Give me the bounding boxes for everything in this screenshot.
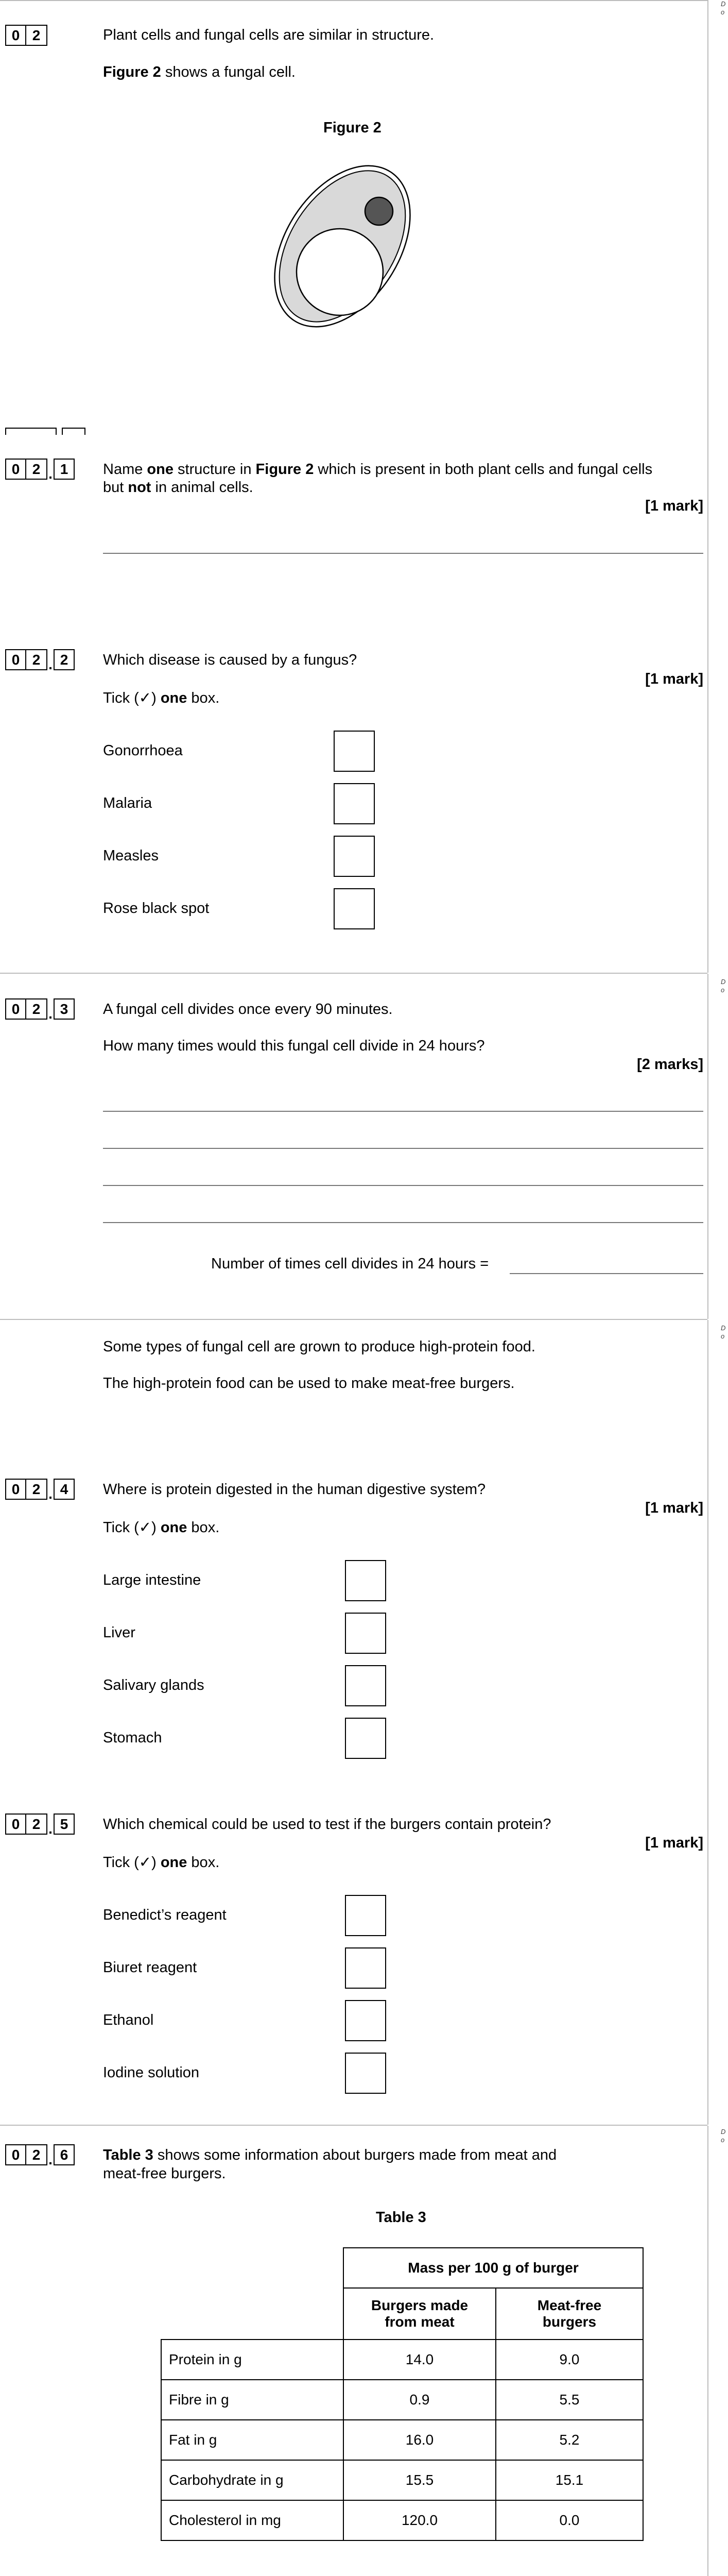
qnum-digit: 0 bbox=[5, 649, 26, 670]
q022-marks: [1 mark] bbox=[645, 671, 703, 687]
q025-option-label: Iodine solution bbox=[103, 2064, 200, 2081]
q024-tickbox-stomach[interactable] bbox=[345, 1718, 386, 1759]
q023-answer-line[interactable] bbox=[510, 1273, 703, 1274]
margin-note-3: D o bbox=[721, 1324, 726, 1340]
q023-working-line-4[interactable] bbox=[103, 1222, 703, 1223]
cell-meat: 0.9 bbox=[343, 2380, 496, 2420]
question-number-02-3 bbox=[5, 998, 75, 1020]
cell-meat: 120.0 bbox=[343, 2500, 496, 2540]
qnum-dot: . bbox=[48, 1821, 53, 1837]
q025-option-label: Benedict’s reagent bbox=[103, 1907, 227, 1923]
margin-rule-4 bbox=[707, 2126, 708, 2576]
q026-intro-line1: Table 3 shows some information about burgers made from meat and bbox=[103, 2147, 557, 2163]
qnum-digit: 3 bbox=[54, 998, 75, 1020]
context-line2: The high-protein food can be used to make meat-free burgers. bbox=[103, 1375, 515, 1392]
cell-meat-free: 15.1 bbox=[496, 2460, 643, 2500]
table-row bbox=[161, 2500, 643, 2540]
question-number-02-2 bbox=[5, 649, 75, 670]
qnum-digit: 2 bbox=[26, 1479, 47, 1500]
q024-option-label: Salivary glands bbox=[103, 1677, 204, 1693]
cell-meat-free: 0.0 bbox=[496, 2500, 643, 2540]
table-row bbox=[161, 2340, 643, 2380]
q024-option-label: Stomach bbox=[103, 1730, 162, 1746]
cell-meat-free: 5.2 bbox=[496, 2420, 643, 2460]
q024-marks: [1 mark] bbox=[645, 1500, 703, 1516]
q022-tickbox-measles[interactable] bbox=[334, 836, 375, 877]
q022-tickbox-gonorrhoea[interactable] bbox=[334, 731, 375, 772]
question-number-02-5 bbox=[5, 1814, 75, 1835]
q021-marks: [1 mark] bbox=[645, 498, 703, 514]
q024-option-label: Large intestine bbox=[103, 1572, 201, 1588]
qnum-digit: 0 bbox=[5, 459, 26, 480]
row-label: Carbohydrate in g bbox=[161, 2460, 343, 2500]
qnum-digit: 2 bbox=[26, 649, 47, 670]
margin-rule-2 bbox=[707, 974, 708, 1319]
qnum-digit: 2 bbox=[26, 1814, 47, 1835]
q024-tick-instruction: Tick (✓) one box. bbox=[103, 1519, 220, 1536]
q023-working-line-1[interactable] bbox=[103, 1111, 703, 1112]
table-group-header: Mass per 100 g of burger bbox=[343, 2248, 643, 2288]
qnum-dot: . bbox=[48, 1486, 53, 1502]
row-label: Fibre in g bbox=[161, 2380, 343, 2420]
fungal-cell-figure bbox=[273, 148, 412, 344]
page-divider bbox=[0, 973, 707, 974]
qnum-digit: 2 bbox=[26, 25, 47, 46]
page-divider bbox=[0, 1319, 707, 1320]
figure-ref-bold: Figure 2 bbox=[103, 64, 161, 80]
question-number-02-4 bbox=[5, 1479, 75, 1500]
q024-tickbox-salivary-glands[interactable] bbox=[345, 1665, 386, 1706]
q021-answer-line[interactable] bbox=[103, 553, 703, 554]
q025-tickbox-benedicts-reagent[interactable] bbox=[345, 1895, 386, 1936]
qnum-dot: . bbox=[48, 1006, 53, 1022]
q023-question: How many times would this fungal cell divide in 24 hours? bbox=[103, 1038, 485, 1054]
q023-working-line-2[interactable] bbox=[103, 1148, 703, 1149]
figure-2-title: Figure 2 bbox=[323, 120, 382, 136]
q025-option-label: Biuret reagent bbox=[103, 1959, 197, 1976]
qnum-digit: 0 bbox=[5, 25, 26, 46]
q023-working-line-3[interactable] bbox=[103, 1185, 703, 1186]
q024-option-label: Liver bbox=[103, 1624, 135, 1641]
qnum-digit: 1 bbox=[54, 459, 75, 480]
col-header-meat: Burgers made from meat bbox=[343, 2288, 496, 2340]
q025-marks: [1 mark] bbox=[645, 1835, 703, 1851]
vacuole bbox=[297, 229, 383, 315]
qnum-digit: 0 bbox=[5, 1814, 26, 1835]
q021-line2: but not in animal cells. bbox=[103, 479, 253, 496]
q02-intro: Plant cells and fungal cells are similar in structure. bbox=[103, 27, 435, 43]
qnum-digit: 2 bbox=[54, 649, 75, 670]
q024-tickbox-liver[interactable] bbox=[345, 1613, 386, 1654]
qnum-digit: 2 bbox=[26, 998, 47, 1020]
page-divider bbox=[0, 2125, 707, 2126]
question-number-02-1 bbox=[5, 459, 75, 480]
nucleus bbox=[365, 197, 393, 225]
margin-rule-1 bbox=[707, 0, 708, 973]
row-label: Cholesterol in mg bbox=[161, 2500, 343, 2540]
qnum-dot: . bbox=[48, 656, 53, 672]
table-row bbox=[161, 2420, 643, 2460]
table-row bbox=[161, 2460, 643, 2500]
q023-marks: [2 marks] bbox=[637, 1056, 703, 1073]
q022-tick-instruction: Tick (✓) one box. bbox=[103, 690, 220, 706]
context-line1: Some types of fungal cell are grown to produce high-protein food. bbox=[103, 1338, 535, 1355]
q025-question: Which chemical could be used to test if the burgers contain protein? bbox=[103, 1816, 551, 1833]
answer-box-stub bbox=[5, 428, 57, 435]
qnum-dot: . bbox=[48, 2151, 53, 2167]
col-header-meat-free: Meat-free burgers bbox=[496, 2288, 643, 2340]
table-corner bbox=[161, 2248, 343, 2288]
q023-answer-label: Number of times cell divides in 24 hours = bbox=[211, 1256, 489, 1272]
page-divider-top bbox=[0, 0, 707, 1]
cell-meat-free: 5.5 bbox=[496, 2380, 643, 2420]
q021-line1: Name one structure in Figure 2 which is present in both plant cells and fungal cells bbox=[103, 461, 653, 478]
answer-box-stub bbox=[62, 428, 85, 435]
q025-tickbox-ethanol[interactable] bbox=[345, 2000, 386, 2041]
margin-note-2: D o bbox=[721, 978, 726, 994]
row-label: Fat in g bbox=[161, 2420, 343, 2460]
table-3 bbox=[161, 2247, 644, 2541]
q022-option-label: Malaria bbox=[103, 795, 152, 811]
q025-tick-instruction: Tick (✓) one box. bbox=[103, 1854, 220, 1871]
q025-tickbox-iodine-solution[interactable] bbox=[345, 2053, 386, 2094]
qnum-digit: 5 bbox=[54, 1814, 75, 1835]
row-label: Protein in g bbox=[161, 2340, 343, 2380]
qnum-dot: . bbox=[48, 466, 53, 482]
q024-question: Where is protein digested in the human digestive system? bbox=[103, 1481, 486, 1498]
q023-line1: A fungal cell divides once every 90 minutes. bbox=[103, 1001, 393, 1018]
q024-tickbox-large-intestine[interactable] bbox=[345, 1560, 386, 1601]
qnum-digit: 2 bbox=[26, 2144, 47, 2165]
q022-option-label: Measles bbox=[103, 848, 159, 864]
table-corner bbox=[161, 2288, 343, 2340]
q022-option-label: Gonorrhoea bbox=[103, 742, 183, 759]
figure-ref-rest: shows a fungal cell. bbox=[161, 64, 296, 80]
q022-tickbox-malaria[interactable] bbox=[334, 783, 375, 824]
qnum-digit: 2 bbox=[26, 459, 47, 480]
q025-option-label: Ethanol bbox=[103, 2012, 154, 2028]
question-number-02 bbox=[5, 25, 47, 46]
q025-tickbox-biuret-reagent[interactable] bbox=[345, 1947, 386, 1989]
qnum-digit: 4 bbox=[54, 1479, 75, 1500]
qnum-digit: 0 bbox=[5, 1479, 26, 1500]
margin-note-4: D o bbox=[721, 2128, 726, 2144]
q022-question: Which disease is caused by a fungus? bbox=[103, 652, 357, 668]
margin-rule-3 bbox=[707, 1320, 708, 2125]
margin-note-1: D o bbox=[721, 0, 726, 16]
qnum-digit: 6 bbox=[54, 2144, 75, 2165]
cell-meat: 16.0 bbox=[343, 2420, 496, 2460]
table-row bbox=[161, 2380, 643, 2420]
qnum-digit: 0 bbox=[5, 2144, 26, 2165]
qnum-digit: 0 bbox=[5, 998, 26, 1020]
question-number-02-6 bbox=[5, 2144, 75, 2165]
cell-meat: 14.0 bbox=[343, 2340, 496, 2380]
cell-meat: 15.5 bbox=[343, 2460, 496, 2500]
q02-figure-ref bbox=[103, 64, 296, 81]
cell-meat-free: 9.0 bbox=[496, 2340, 643, 2380]
table-3-title: Table 3 bbox=[376, 2209, 426, 2226]
q022-option-label: Rose black spot bbox=[103, 900, 210, 917]
q022-tickbox-rose-black-spot[interactable] bbox=[334, 888, 375, 929]
q026-intro-line2: meat-free burgers. bbox=[103, 2165, 226, 2182]
